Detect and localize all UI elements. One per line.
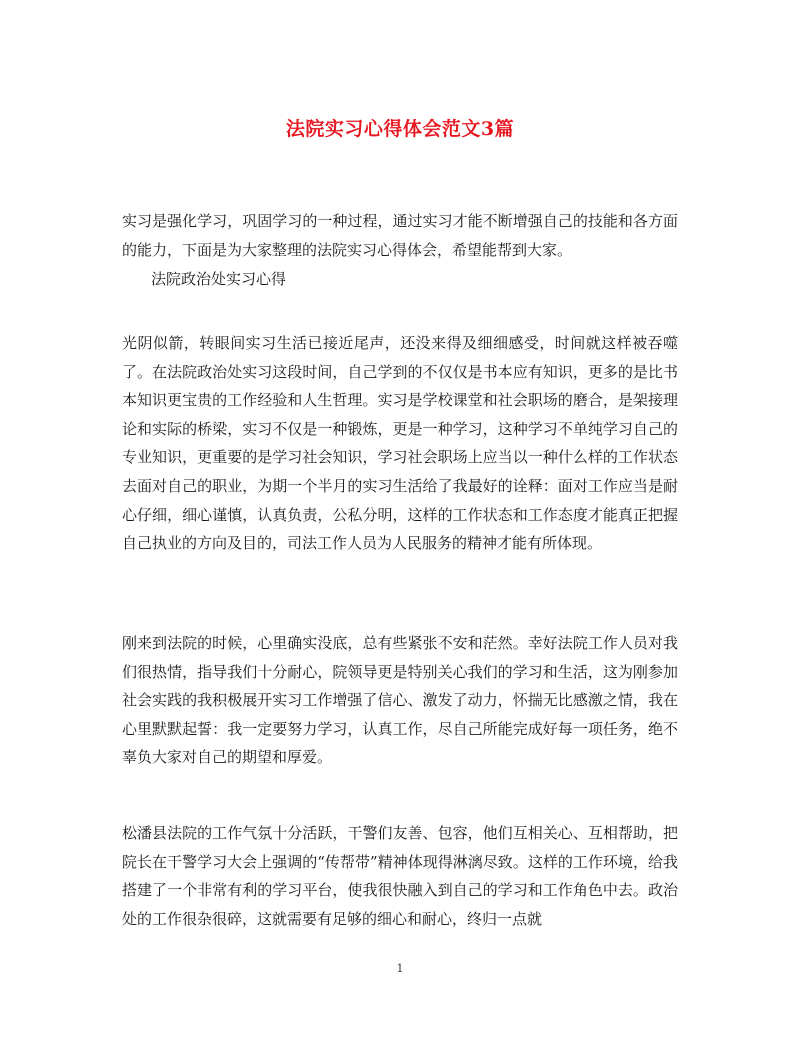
body-paragraph-1: 光阴似箭，转眼间实习生活已接近尾声，还没来得及细细感受，时间就这样被吞噬了。在法院政治处实习这段时间，自己学到的不仅仅是书本应有知识，更多的是比书本知识更宝贵的工作经验和人生哲理。实习是学校课堂和社会职场的磨合，是架接理论和实际的桥梁，实习不仅是一种锻炼，更是一种学习，这种学习不单纯学习自己的专业知识，更重要的是学习社会知识，学习社会职场上应当以一种什么样的工作状态去面对自己的职业，为期一个半月的实习生活给了我最好的诠释：面对工作应当是耐心仔细，细心谨慎，认真负责，公私分明，这样的工作状态和工作态度才能真正把握自己执业的方向及目的，司法工作人员为人民服务的精神才能有所体现。 [122, 334, 678, 553]
page-number: 1 [396, 962, 404, 975]
body-paragraph-3: 松潘县法院的工作气氛十分活跃，干警们友善、包容，他们互相关心、互相帮助，把院长在干警学习大会上强调的“传帮带”精神体现得淋漓尽致。这样的工作环境，给我搭建了一个非常有利的学习平台，使我很快融入到自己的学习和工作角色中去。政治处的工作很杂很碎，这就需要有足够的细心和耐心，终归一点就 [122, 824, 678, 928]
section-subheading: 法院政治处实习心得 [151, 270, 287, 288]
document-title: 法院实习心得体会范文3篇 [285, 118, 515, 140]
body-paragraph-2: 刚来到法院的时候，心里确实没底，总有些紧张不安和茫然。幸好法院工作人员对我们很热情，指导我们十分耐心，院领导更是特别关心我们的学习和生活，这为刚参加社会实践的我积极展开实习工作增强了信心、激发了动力，怀揣无比感激之情，我在心里默默起誓：我一定要努力学习，认真工作，尽自己所能完成好每一项任务，绝不辜负大家对自己的期望和厚爱。 [122, 634, 678, 767]
intro-paragraph: 实习是强化学习，巩固学习的一种过程，通过实习才能不断增强自己的技能和各方面的能力，下面是为大家整理的法院实习心得体会，希望能帮到大家。 [122, 212, 678, 259]
